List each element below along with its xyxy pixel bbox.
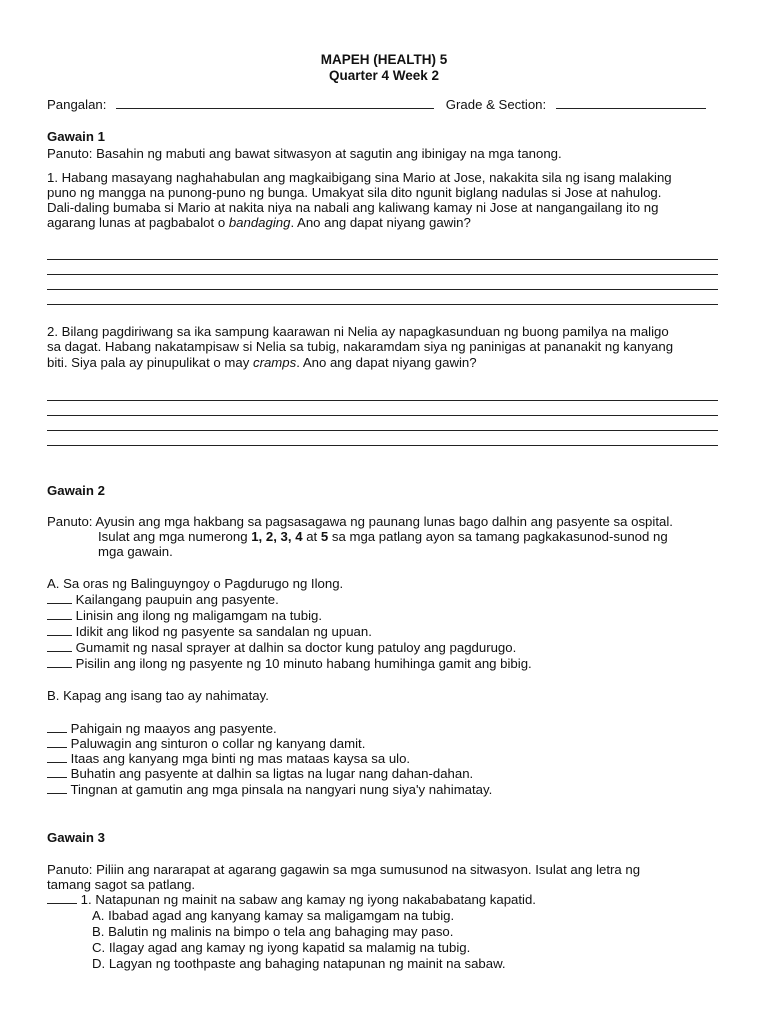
order-blank[interactable] [47,656,72,668]
answer-line[interactable] [47,274,718,275]
gawain1-q1-line3: Dali-daling bumaba si Mario at nakita niya na nabali ang kaliwang kamay ni Jose at nangangailang ito ng [47,200,659,215]
partA-heading: A. Sa oras ng Balinguyngoy o Pagdurugo ng Ilong. [47,576,344,591]
partA-item: Gumamit ng nasal sprayer at dalhin sa doctor kung patuloy ang pagdurugo. [47,640,516,655]
option-b: B. Balutin ng malinis na bimpo o tela ang bahaging may paso. [92,924,454,939]
partA-item: Pisilin ang ilong ng pasyente ng 10 minuto habang humihinga gamit ang bibig. [47,656,532,671]
gawain1-q1-line2: puno ng mangga na punong-puno ng bunga. Umakyat sila dito ngunit biglang nadulas si Jose at nahulog. [47,185,662,200]
gawain2-instruction-line3: mga gawain. [98,544,173,559]
gawain1-q2-line3: biti. Siya pala ay pinupulikat o may cramps. Ano ang dapat niyang gawin? [47,355,477,370]
grade-section-blank[interactable] [556,97,706,109]
answer-line[interactable] [47,289,718,290]
order-blank[interactable] [47,782,67,794]
gawain3-q1: 1. Natapunan ng mainit na sabaw ang kamay ng iyong nakababatang kapatid. [47,892,536,907]
page-title: MAPEH (HEALTH) 5 [320,52,448,67]
partB-heading: B. Kapag ang isang tao ay nahimatay. [47,688,269,703]
grade-section-label: Grade & Section: [445,97,547,112]
answer-line[interactable] [47,259,718,260]
name-blank[interactable] [116,97,434,109]
gawain2-instruction-line2: Isulat ang mga numerong 1, 2, 3, 4 at 5 sa mga patlang ayon sa tamang pagkakasunod-sunod ng [98,529,668,544]
option-d: D. Lagyan ng toothpaste ang bahaging natapunan ng mainit na sabaw. [92,956,506,971]
name-label: Pangalan: [47,97,107,112]
answer-line[interactable] [47,304,718,305]
gawain3-instruction-line1: Panuto: Piliin ang nararapat at agarang gagawin sa mga sumusunod na sitwasyon. Isulat ang letra ng [47,862,641,877]
partB-item: Paluwagin ang sinturon o collar ng kanyang damit. [47,736,365,751]
gawain1-q2-line1: 2. Bilang pagdiriwang sa ika sampung kaarawan ni Nelia ay napagkasunduan ng buong pamilya na maligo [47,324,669,339]
gawain1-instruction: Panuto: Basahin ng mabuti ang bawat sitwasyon at sagutin ang ibinigay na mga tanong. [47,146,562,161]
order-blank[interactable] [47,608,72,620]
gawain1-title: Gawain 1 [47,129,105,144]
answer-line[interactable] [47,400,718,401]
partA-item: Kailangang paupuin ang pasyente. [47,592,279,607]
order-blank[interactable] [47,640,72,652]
answer-line[interactable] [47,430,718,431]
answer-blank[interactable] [47,892,77,904]
answer-line[interactable] [47,445,718,446]
gawain2-instruction-line1: Panuto: Ayusin ang mga hakbang sa pagsasagawa ng paunang lunas bago dalhin ang pasyente sa ospital. [47,514,673,529]
order-blank[interactable] [47,624,72,636]
gawain1-q1-line1: 1. Habang masayang naghahabulan ang magkaibigang sina Mario at Jose, nakakita sila ng isang malaking [47,170,672,185]
partB-item: Itaas ang kanyang mga binti ng mas mataas kaysa sa ulo. [47,751,410,766]
name-row [47,97,706,112]
gawain1-q1-line4: agarang lunas at pagbabalot o bandaging. Ano ang dapat niyang gawin? [47,215,471,230]
order-blank[interactable] [47,736,67,748]
page-subtitle: Quarter 4 Week 2 [328,68,440,83]
gawain3-title: Gawain 3 [47,830,105,845]
gawain3-instruction-line2: tamang sagot sa patlang. [47,877,196,892]
option-c: C. Ilagay agad ang kamay ng iyong kapatid sa malamig na tubig. [92,940,471,955]
partB-item: Tingnan at gamutin ang mga pinsala na nangyari nung siya'y nahimatay. [47,782,492,797]
partB-item: Pahigain ng maayos ang pasyente. [47,721,277,736]
gawain2-title: Gawain 2 [47,483,105,498]
option-a: A. Ibabad agad ang kanyang kamay sa maligamgam na tubig. [92,908,455,923]
order-blank[interactable] [47,721,67,733]
partA-item: Idikit ang likod ng pasyente sa sandalan ng upuan. [47,624,372,639]
partA-item: Linisin ang ilong ng maligamgam na tubig. [47,608,322,623]
partB-item: Buhatin ang pasyente at dalhin sa ligtas na lugar nang dahan-dahan. [47,766,473,781]
answer-line[interactable] [47,415,718,416]
gawain1-q2-line2: sa dagat. Habang nakatampisaw si Nelia sa tubig, nakaramdam siya ng paninigas at pananakit ng kanyang [47,339,674,354]
order-blank[interactable] [47,592,72,604]
order-blank[interactable] [47,766,67,778]
order-blank[interactable] [47,751,67,763]
